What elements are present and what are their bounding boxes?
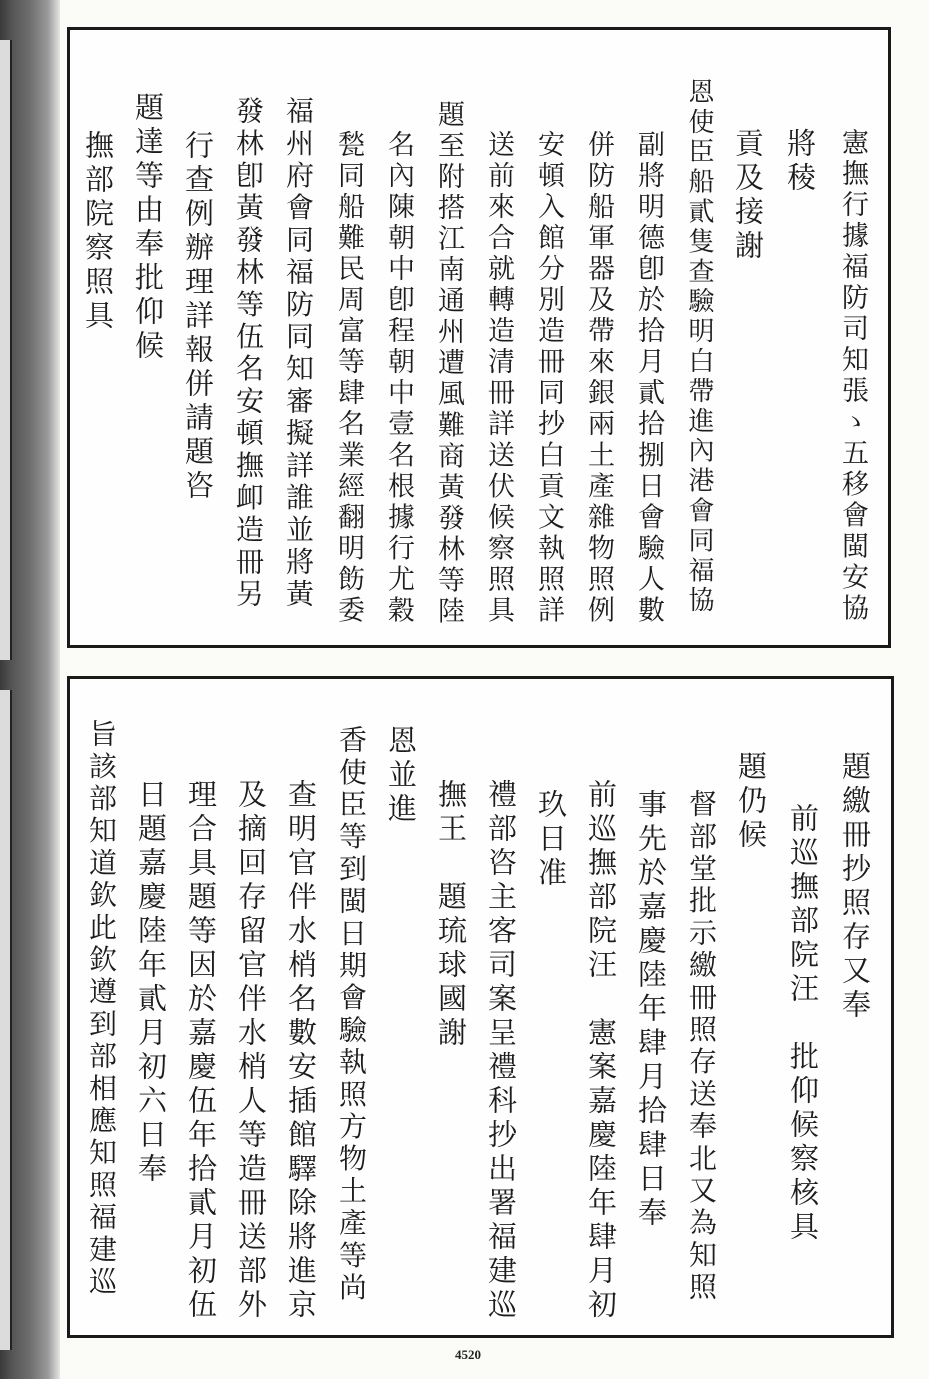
text-column: 前巡撫部院汪 憲案嘉慶陸年肆月初 [584, 779, 618, 1323]
bottom-document-panel [67, 676, 894, 1338]
binding-strip [0, 690, 12, 1350]
text-column: 撫部院察照具 [81, 130, 115, 334]
text-column: 及摘回存留官伴水梢人等造冊送部外 [234, 779, 268, 1323]
text-column: 併防船軍器及帶來銀兩土產雜物照例 [583, 130, 614, 627]
text-column: 行查例辦理詳報併請題咨 [181, 130, 215, 504]
text-column: 安頓入館分別造冊同抄白貢文執照詳 [533, 130, 564, 627]
top-document-panel [67, 27, 891, 648]
text-column: 發林卽黃發林等伍名安頓撫卹造冊另 [232, 96, 265, 612]
text-column: 事先於嘉慶陸年肆月拾肆日奉 [634, 789, 668, 1231]
text-column: 名內陳朝中卽程朝中壹名根據行尤穀 [383, 130, 414, 627]
text-column: 題仍候 [734, 751, 768, 853]
text-column: 督部堂批示繳冊照存送奉北又為知照 [685, 789, 718, 1305]
binding-strip [0, 40, 12, 660]
text-column: 前巡撫部院汪 批仰候察核具 [786, 803, 820, 1245]
text-column: 撫王 題琉球國謝 [434, 779, 468, 1051]
text-column: 副將明德卽於拾月貳拾捌日會驗人數 [633, 130, 664, 627]
text-column: 將稜 [783, 128, 817, 196]
text-column: 恩並進 [384, 725, 418, 827]
text-column: 貢及接謝 [731, 128, 765, 264]
text-column: 憲撫行據福防司知張ゝ五移會閩安協 [837, 128, 868, 625]
text-column: 恩使臣船貳隻查驗明白帶進內港會同福協 [684, 78, 714, 617]
text-column: 題達等由奉批仰候 [131, 92, 165, 364]
text-column: 旨該部知道欽此欽遵到部相應知照福建巡 [85, 719, 118, 1299]
text-column: 日題嘉慶陸年貳月初六日奉 [134, 779, 168, 1187]
text-column: 題至附搭江南通州遭風難商黃發林等陸 [433, 100, 464, 628]
text-column: 玖日准 [534, 789, 568, 891]
text-column: 甃同船難民周富等肆名業經翻明飭委 [333, 130, 364, 627]
page-number: 4520 [455, 1347, 481, 1362]
text-column: 題繳冊抄照存又奉 [838, 751, 872, 1023]
book-gutter [0, 0, 60, 1379]
text-column: 香使臣等到閩日期會驗執照方物土產等尚 [335, 725, 368, 1305]
text-column: 送前來合就轉造清冊詳送伏候察照具 [483, 130, 514, 627]
text-column: 福州府會同福防同知審擬詳誰並將黃 [282, 96, 315, 612]
text-column: 理合具題等因於嘉慶伍年拾貳月初伍 [184, 779, 218, 1323]
text-column: 禮部咨主客司案呈禮科抄出署福建巡 [484, 779, 518, 1323]
text-column: 查明官伴水梢名數安插館驛除將進京 [284, 779, 318, 1323]
